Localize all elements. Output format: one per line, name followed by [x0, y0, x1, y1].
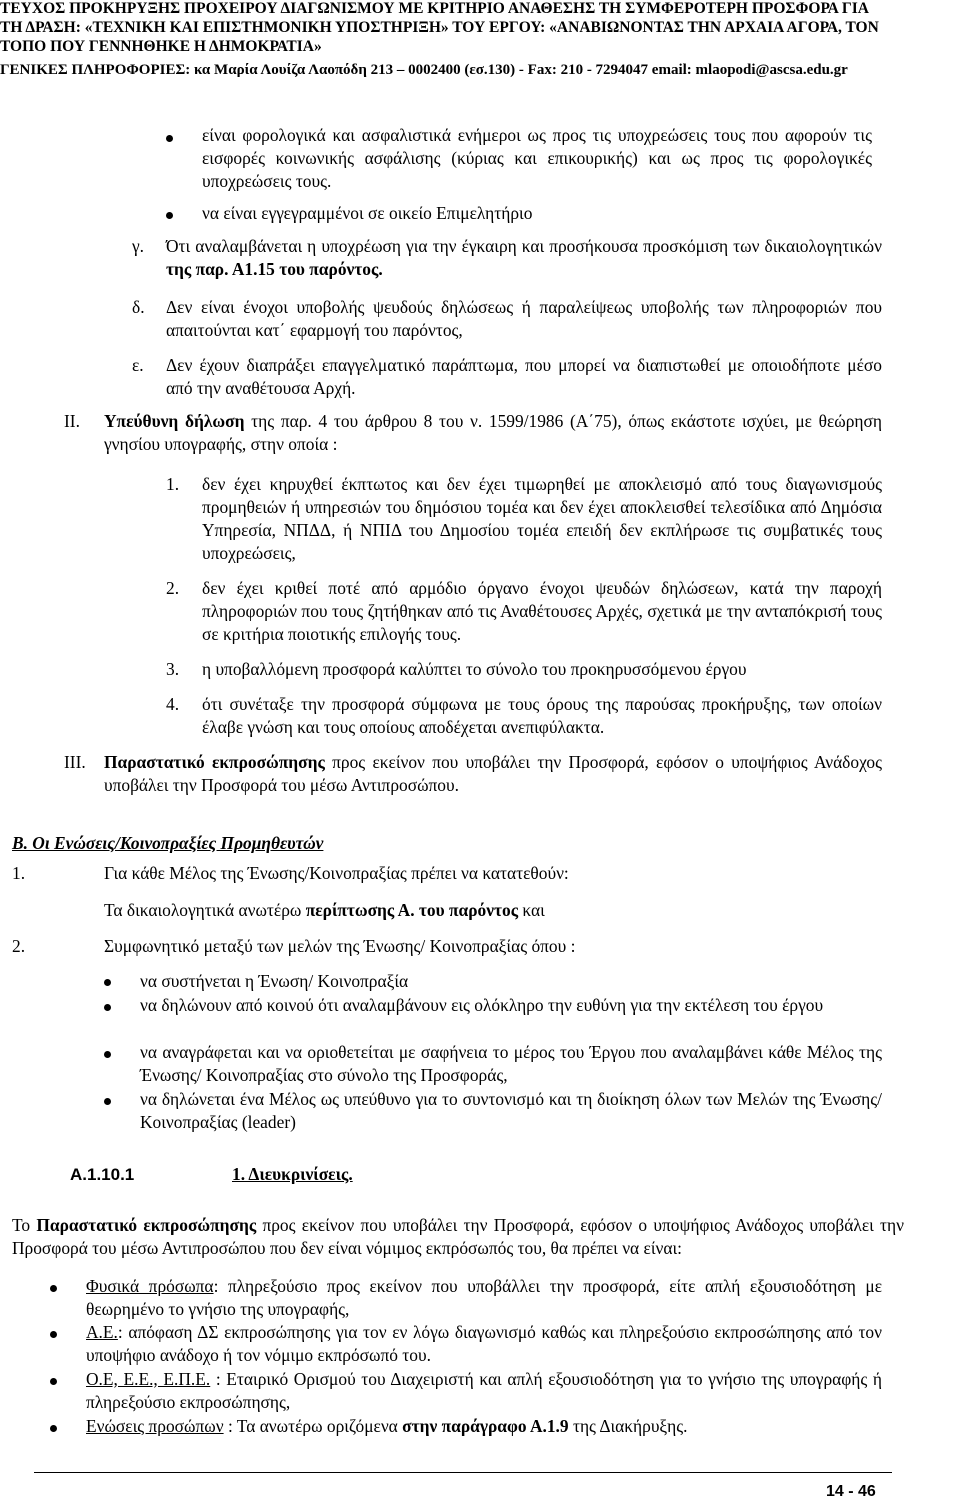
numbered-item-text: δεν έχει κηρυχθεί έκπτωτος και δεν έχει τιμωρηθεί με αποκλεισμό από τους διαγωνισμούς προμηθειών ή υπηρεσιών του δημόσιου τομέα και δεν έχει αποκλεισθεί τελεσίδικα από Δημόσια Υπηρεσία, ΝΠΔΔ, ή ΝΠΙΔ του Δημοσίου τομέα επειδή δεν εκπλήρωσε τις συμβατικές τους υποχρεώσεις,	[202, 474, 882, 563]
bullet-text: να δηλώνεται ένα Μέλος ως υπεύθυνο για το συντονισμό και τη διοίκηση όλων των Μελών της Ένωσης/ Κοινοπραξίας (leader)	[140, 1089, 882, 1132]
bullet-text: είναι φορολογικά και ασφαλιστικά ενήμεροι ως προς τις υποχρεώσεις τους που αφορούν τις εισφορές κοινωνικής ασφάλισης (κύριας και επικουρικής) και ως προς τις φορολογικές υποχρεώσεις τους.	[202, 125, 872, 191]
section-B-item2-text: Συμφωνητικό μεταξύ των μελών της Ένωσης/ Κοινοπραξίας όπου :	[104, 936, 576, 956]
bullet-text: Φυσικά πρόσωπα: πληρεξούσιο προς εκείνον που υποβάλλει την προσφορά, είτε απλή εξουσιοδότηση με θεωρημένο το γνήσιο της υπογραφής,	[86, 1276, 883, 1319]
bullet-dot	[50, 1285, 57, 1292]
header-contact-line: ΓΕΝΙΚΕΣ ΠΛΗΡΟΦΟΡΙΕΣ: κα Μαρία Λουίζα Λαοπόδη 213 – 0002400 (εσ.130) - Fax: 210 - 7294047 email: mlaopodi@ascsa.edu.gr	[0, 62, 848, 78]
numbered-item-marker: 3.	[166, 659, 180, 679]
section-III-text: Παραστατικό εκπροσώπησης προς εκείνον που υποβάλει την Προσφορά, εφόσον ο υποψήφιος Ανάδοχος υποβάλει την Προσφορά του μέσω Αντιπροσώπου.	[104, 752, 882, 795]
section-III-marker: ΙΙΙ.	[64, 752, 86, 772]
bullet-dot	[166, 135, 173, 142]
clarification-intro: Το Παραστατικό εκπροσώπησης προς εκείνον που υποβάλει την Προσφορά, εφόσον ο υποψήφιος Ανάδοχος υποβάλει την Προσφορά του μέσω Αντιπροσώπου που δεν είναι νόμιμος εκπρόσωπός του, θα πρέπει να είναι:	[12, 1215, 905, 1258]
bullet-dot	[104, 1051, 111, 1058]
item-text-e: Δεν έχουν διαπράξει επαγγελματικό παράπτωμα, που μπορεί να διαπιστωθεί με οποιοδήποτε μέσο από την αναθέτουσα Αρχή.	[166, 355, 882, 398]
item-text-g: Ότι αναλαμβάνεται η υποχρέωση για την έγκαιρη και προσήκουσα προσκόμιση των δικαιολογητικών της παρ. Α1.15 του παρόντος.	[166, 236, 882, 279]
bullet-dot	[104, 1004, 111, 1011]
bullet-dot	[104, 979, 111, 986]
numbered-item-text: δεν έχει κριθεί ποτέ από αρμόδιο όργανο ένοχοι ψευδών δηλώσεων, κατά την παροχή πληροφοριών που τους ζητήθηκαν από τις Αναθέτουσες Αρχές, σχετικά με την ανταπόκρισή τους σε κριτήρια ποιοτικής επιλογής τους.	[202, 578, 882, 644]
bullet-text: Α.Ε.: απόφαση ΔΣ εκπροσώπησης για τον εν λόγω διαγωνισμό καθώς και πληρεξούσιο εκπροσώπησης από τον υποψήφιο ανάδοχο ή τον νόμιμο εκπρόσωπό του.	[86, 1322, 882, 1365]
bullet-text: να είναι εγγεγραμμένοι σε οικείο Επιμελητήριο	[202, 203, 533, 223]
clarification-title: 1. Διευκρινίσεις.	[232, 1164, 353, 1184]
footer-divider	[34, 1472, 892, 1473]
bullet-text: να συστήνεται η Ένωση/ Κοινοπραξία	[140, 971, 409, 991]
clarification-code: Α.1.10.1	[70, 1165, 135, 1184]
item-marker-d: δ.	[132, 297, 145, 317]
section-II-text: Υπεύθυνη δήλωση της παρ. 4 του άρθρου 8 του ν. 1599/1986 (Α΄75), όπως εκάστοτε ισχύει, με θεώρηση γνησίου υπογραφής, στην οποία :	[104, 411, 882, 454]
header-line-1: ΤΕΥΧΟΣ ΠΡΟΚΗΡΥΞΗΣ ΠΡΟΧΕΙΡΟΥ ΔΙΑΓΩΝΙΣΜΟΥ ΜΕ ΚΡΙΤΗΡΙΟ ΑΝΑΘΕΣΗΣ ΤΗ ΣΥΜΦΕΡΟΤΕΡΗ ΠΡΟΣΦΟΡΑ ΓΙΑ	[0, 0, 869, 17]
numbered-item-marker: 2.	[166, 578, 180, 598]
header-line-2: ΤΗ ΔΡΑΣΗ: «ΤΕΧΝΙΚΗ ΚΑΙ ΕΠΙΣΤΗΜΟΝΙΚΗ ΥΠΟΣΤΗΡΙΞΗ» ΤΟΥ ΕΡΓΟΥ: «ΑΝΑΒΙΩΝΟΝΤΑΣ ΤΗΝ ΑΡΧΑΙΑ ΑΓΟΡΑ, ΤΟΝ	[0, 19, 879, 36]
bullet-text: να αναγράφεται και να οριοθετείται με σαφήνεια το μέρος του Έργου που αναλαμβάνει κάθε Μέλος της Ένωσης/ Κοινοπραξίας στο σύνολο της Προσφοράς,	[140, 1042, 882, 1085]
bullet-dot	[104, 1098, 111, 1105]
numbered-item-text: ότι συνέταξε την προσφορά σύμφωνα με τους όρους της παρούσας προκήρυξης, των οποίων έλαβε γνώση και τους οποίους αποδέχεται ανεπιφύλακτα.	[202, 694, 882, 737]
section-B-item1-sub: Τα δικαιολογητικά ανωτέρω περίπτωσης Α. του παρόντος και	[104, 900, 545, 920]
item-text-d: Δεν είναι ένοχοι υποβολής ψευδούς δηλώσεως ή παραλείψεως υποβολής των πληροφοριών που απαιτούνται κατ΄ εφαρμογή του παρόντος,	[166, 297, 882, 340]
numbered-item-marker: 4.	[166, 694, 180, 714]
section-B-item1-text: Για κάθε Μέλος της Ένωσης/Κοινοπραξίας πρέπει να κατατεθούν:	[104, 863, 569, 883]
bullet-text: να δηλώνουν από κοινού ότι αναλαμβάνουν εις ολόκληρο την ευθύνη για την εκτέλεση του έργου	[140, 995, 824, 1015]
bullet-dot	[166, 212, 173, 219]
numbered-item-marker: 1.	[166, 474, 180, 494]
item-marker-g: γ.	[132, 236, 145, 256]
bullet-text: Ενώσεις προσώπων : Τα ανωτέρω οριζόμενα στην παράγραφο Α.1.9 της Διακήρυξης.	[86, 1416, 688, 1436]
header-line-3: ΤΟΠΟ ΠΟΥ ΓΕΝΝΗΘΗΚΕ Η ΔΗΜΟΚΡΑΤΙΑ»	[0, 38, 322, 55]
section-B-item2-marker: 2.	[12, 936, 26, 956]
bullet-dot	[50, 1331, 57, 1338]
section-II-marker: ΙΙ.	[64, 411, 80, 431]
section-B-item1-marker: 1.	[12, 863, 26, 883]
bullet-dot	[50, 1378, 57, 1385]
bullet-text: Ο.Ε, Ε.Ε., Ε.Π.Ε. : Εταιρικό Ορισμού του Διαχειριστή και απλή εξουσιοδότηση για το γνήσιο της υπογραφής ή πληρεξούσιο εκπροσώπησης,	[86, 1369, 882, 1412]
bullet-dot	[50, 1425, 57, 1432]
section-B-title: Β. Οι Ενώσεις/Κοινοπραξίες Προμηθευτών	[12, 833, 324, 853]
page-number: 14 - 46	[826, 1483, 876, 1500]
numbered-item-text: η υποβαλλόμενη προσφορά καλύπτει το σύνολο του προκηρυσσόμενου έργου	[202, 659, 747, 679]
item-marker-e: ε.	[132, 355, 144, 375]
